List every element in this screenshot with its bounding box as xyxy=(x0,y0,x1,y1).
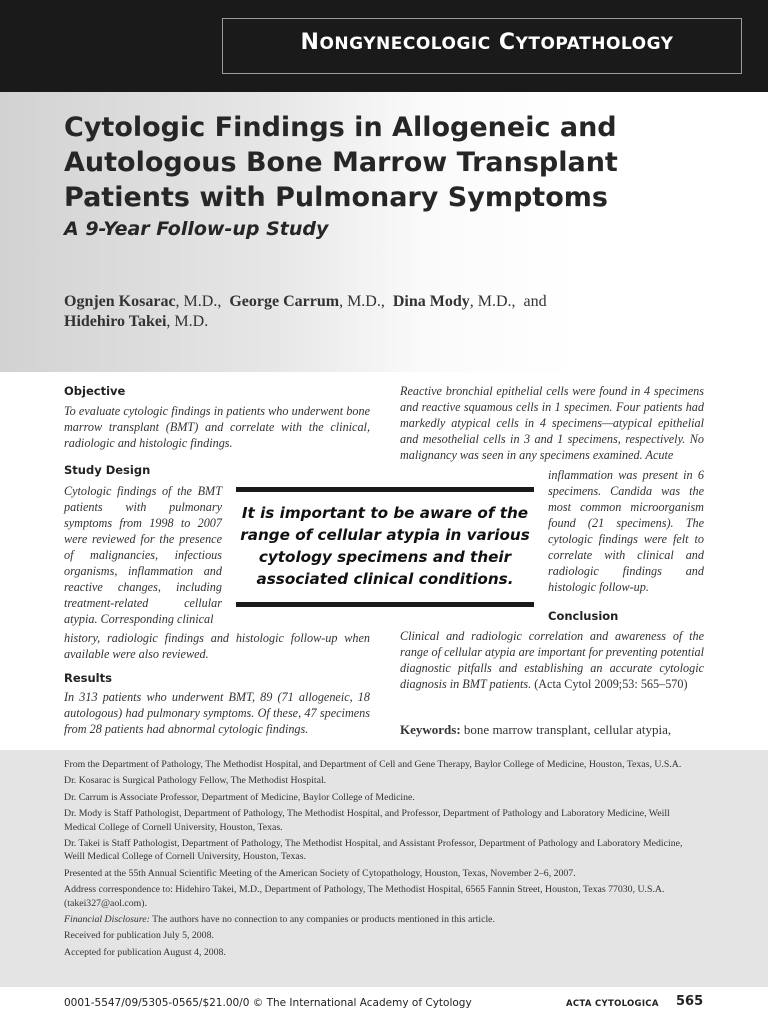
footnote: From the Department of Pathology, The Methodist Hospital, and Department of Cell and Gene Therapy, Baylor College of Medicine, Houston, Texas, U.S.A. xyxy=(64,759,682,770)
author-name: George Carrum xyxy=(229,293,340,310)
conclusion-text: Clinical and radiologic correlation and awareness of the range of cellular atypia are important for preventing potential diagnostic pitfalls and establishing an accurate cytologic diagnosis in BMT patients. (Acta Cytol 2009;53: 565–570) xyxy=(400,629,704,691)
footnote: Presented at the 55th Annual Scientific Meeting of the American Society of Cytopathology, Houston, Texas, November 2–6, 2007. xyxy=(64,867,576,879)
author-degree: , M.D., xyxy=(339,293,385,310)
pull-quote xyxy=(236,487,534,607)
journal-name: ACTA CYTOLOGICA xyxy=(566,999,659,1009)
conclusion-heading: Conclusion xyxy=(548,609,619,623)
author-list: Ognjen Kosarac, M.D., George Carrum, M.D., Dina Mody, M.D., and Hidehiro Takei, M.D. xyxy=(64,293,547,330)
results-heading: Results xyxy=(64,671,112,685)
author-name: Dina Mody xyxy=(392,293,470,310)
page-number: 565 xyxy=(676,994,704,1009)
keywords-text: bone marrow transplant, cellular atypia, xyxy=(463,722,672,737)
author-name: Ognjen Kosarac xyxy=(64,293,176,310)
section-title: NONGYNECOLOGIC CYTOPATHOLOGY xyxy=(300,30,674,55)
results-continued-text-narrow: inflammation was present in 6 specimens. Candida was the most common microorganism found (21 specimens). The cytologic findings were felt to correlate with clinical and radiologic findings and histologic follow-up. xyxy=(548,468,704,594)
pull-quote-rule-top xyxy=(236,487,534,492)
author-name: Hidehiro Takei xyxy=(64,313,167,330)
copyright-line: 0001-5547/09/5305-0565/$21.00/0 © The International Academy of Cytology xyxy=(64,997,472,1009)
author-degree: , M.D., xyxy=(469,293,516,310)
footnote: Dr. Carrum is Associate Professor, Department of Medicine, Baylor College of Medicine. xyxy=(64,791,415,803)
author-degree: , M.D., xyxy=(175,293,222,310)
pull-quote-rule-bottom xyxy=(236,602,534,607)
study-design-text: Cytologic findings of the BMT patients with pulmonary symptoms from 1998 to 2007 were reviewed for the presence of malignancies, infectious organisms, inflammation and reactive changes, including treatment-related cellular atypia. Corresponding clinical xyxy=(64,484,222,626)
results-continued-text: Reactive bronchial epithelial cells were found in 4 specimens and reactive squamous cells in 1 specimen. Four patients had markedly atypical cells in 4 specimens—atypical epithelial and mesothelial cells in 3 and 1 specimens, respectively. No malignancy was seen in any specimens examined. Acute xyxy=(400,384,704,462)
results-text: In 313 patients who underwent BMT, 89 (71 allogeneic, 18 autologous) had pulmonary symptoms. Of these, 47 specimens from 28 patients had abnormal cytologic findings. xyxy=(64,690,370,736)
footnote: Address correspondence to: Hidehiro Takei, M.D., Department of Pathology, The Methodist Hospital, 6565 Fannin Street, Houston, Texas 77030, U.S.A. (takei327@aol.com). xyxy=(64,884,665,909)
footnote: Dr. Kosarac is Surgical Pathology Fellow, The Methodist Hospital. xyxy=(64,775,327,787)
footnote: Dr. Mody is Staff Pathologist, Department of Pathology, The Methodist Hospital, and Professor, Department of Pathology and Laboratory Medicine, Weill Medical College of Cornell University, Houston, Texas. xyxy=(64,808,670,833)
citation: (Acta Cytol 2009;53: 565–570) xyxy=(534,677,688,691)
footnote: Dr. Takei is Staff Pathologist, Department of Pathology, The Methodist Hospital, and Assistant Professor, Department of Pathology and Laboratory Medicine, Weill Medical College of Cornell University, Houston, Texas. xyxy=(64,838,683,863)
received-date: Received for publication July 5, 2008. xyxy=(64,930,214,942)
article-subtitle: A 9-Year Follow-up Study xyxy=(64,218,329,240)
keywords xyxy=(400,722,671,738)
accepted-date: Accepted for publication August 4, 2008. xyxy=(64,946,226,958)
financial-disclosure: Financial Disclosure: The authors have no connection to any companies or products mentioned in this article. xyxy=(64,914,495,926)
keywords-label: Keywords: xyxy=(400,722,461,737)
section-banner xyxy=(0,0,768,92)
study-design-text-continued: history, radiologic findings and histologic follow-up when available were also reviewed. xyxy=(64,631,370,661)
objective-text: To evaluate cytologic findings in patients who underwent bone marrow transplant (BMT) and correlate with the clinical, radiologic and histologic findings. xyxy=(64,404,370,450)
study-design-heading: Study Design xyxy=(64,463,151,477)
article-title: Cytologic Findings in Allogeneic and Autologous Bone Marrow Transplant Patients with Pulmonary Symptoms xyxy=(64,112,618,213)
author-degree: , M.D. xyxy=(166,313,209,330)
footnotes xyxy=(64,758,704,962)
objective-heading: Objective xyxy=(64,384,126,398)
pull-quote-text: It is important to be aware of the range of cellular atypia in various cytology specimens and their associated clinical conditions. xyxy=(240,504,530,588)
